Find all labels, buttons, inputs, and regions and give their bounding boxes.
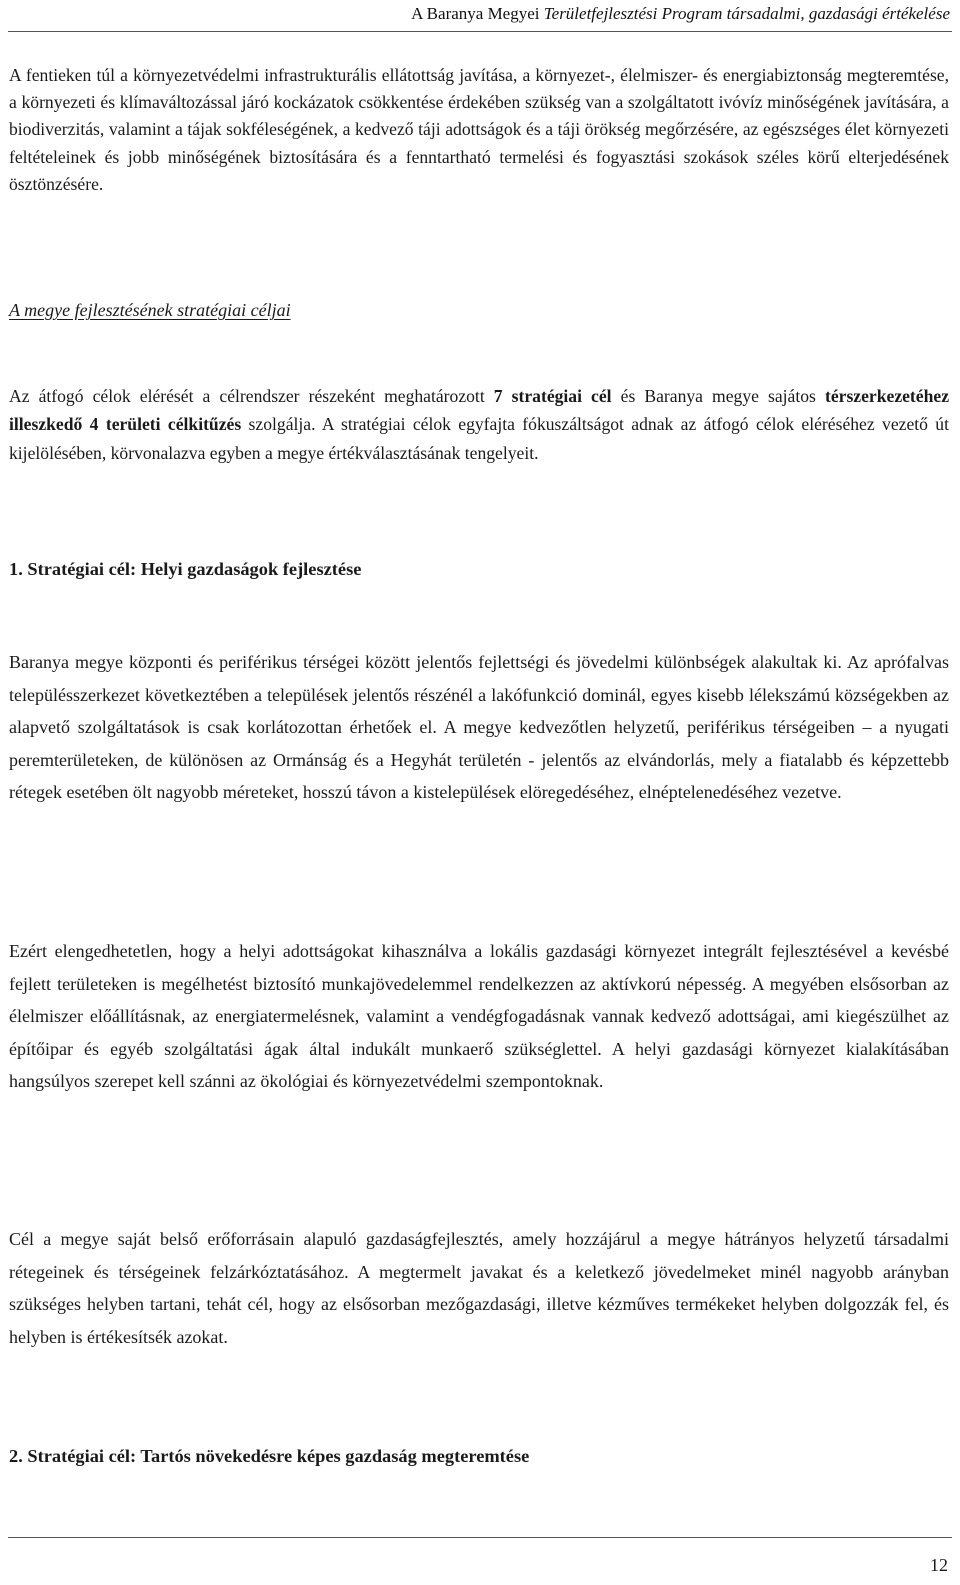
goal2-title: 2. Stratégiai cél: Tartós növekedésre képes gazdaság megteremtése [9, 1446, 530, 1466]
header-rule [8, 31, 952, 32]
intro-block [9, 62, 949, 198]
section-paragraph [9, 382, 949, 467]
intro-paragraph: A fentieken túl a környezetvédelmi infrastrukturális ellátottság javítása, a környezet-, élelmiszer- és energiabiztonság megteremtése, a környezeti és klímaváltozással járó kockázatok csökkentése érdekében szükség van a szolgáltatott ivóvíz minőségének javítására, a biodiverzitás, valamint a tájak sokféleségének, a kedvező táji adottságok és a táji örökség megőrzésére, az egészséges élet környezeti feltételeinek és jobb minőségének biztosítására és a fenntartható termelési és fogyasztási szokások széles körű elterjedésének ösztönzésére. [9, 65, 949, 194]
goal1-paragraph-2-block [9, 935, 949, 1098]
page-number: 12 [930, 1555, 948, 1575]
goal1-title: 1. Stratégiai cél: Helyi gazdaságok fejlesztése [9, 559, 362, 579]
goal1-paragraph-1: Baranya megye központi és periférikus térségei között jelentős fejlettségi és jövedelmi különbségek alakultak ki. Az aprófalvas településszerkezet következtében a települések jelentős részénél a lakófunkció dominál, egyes kisebb lélekszámú községekben az alapvető szolgáltatások is csak korlátozottan érhetőek el. A megye kedvezőtlen helyzetű, periférikus térségeiben – a nyugati peremterületeken, de különösen az Ormánság és a Hegyhát területén - jelentős az elvándorlás, mely a fiatalabb és képzettebb rétegek esetében ölt nagyobb méreteket, hosszú távon a kistelepülések elöregedéséhez, elnéptelenedéséhez vezetve. [9, 652, 949, 802]
running-header [411, 4, 950, 24]
goal1-paragraph-1-block [9, 646, 949, 809]
goal1-paragraph-2: Ezért elengedhetetlen, hogy a helyi adottságokat kihasználva a lokális gazdasági környezet integrált fejlesztésével a kevésbé fejlett területeken is megélhetést biztosító munkajövedelemmel rendelkezzen az aktívkorú népesség. A megyében elsősorban az élelmiszer előállításnak, az energiatermelésnek, valamint a vendégfogadásnak vannak kedvező adottságai, ami kiegészülhet az építőipar és egyéb szolgáltatási ágak által indukált munkaerő szükséglettel. A helyi gazdasági környezet kialakításában hangsúlyos szerepet kell szánni az ökológiai és környezetvédelmi szempontoknak. [9, 941, 949, 1091]
section-block [9, 382, 949, 467]
section-title: A megye fejlesztésének stratégiai céljai [9, 300, 291, 320]
header-prefix: A Baranya Megyei [411, 4, 544, 23]
section-bold-1: 7 stratégiai cél [493, 386, 612, 406]
section-text-3: szolgálja. A stratégiai célok egyfajta fókuszáltságot adnak az átfogó célok eléréséhez vezető út kijelölésében, körvonalazva egyben a megye értékválasztásának tengelyeit. [9, 414, 949, 463]
goal1-paragraph-3-block [9, 1223, 949, 1353]
footer-rule [8, 1537, 952, 1538]
section-bold-2: térszerkezetéhez illeszkedő 4 területi célkitűzés [9, 386, 950, 435]
goal1-paragraph-3: Cél a megye saját belső erőforrásain alapuló gazdaságfejlesztés, amely hozzájárul a megye hátrányos helyzetű társadalmi rétegeinek és térségeinek felzárkóztatásához. A megtermelt javakat és a keletkező jövedelmeket minél nagyobb arányban szükséges helyben tartani, tehát cél, hogy az elsősorban mezőgazdasági, illetve kézműves termékeket helyben dolgozzák fel, és helyben is értékesítsék azokat. [9, 1229, 949, 1347]
section-text-2: és Baranya megye sajátos [611, 386, 825, 406]
section-text-1: Az átfogó célok elérését a célrendszer részeként meghatározott [9, 386, 494, 406]
header-italic-title: Területfejlesztési Program társadalmi, gazdasági értékelése [543, 4, 950, 23]
